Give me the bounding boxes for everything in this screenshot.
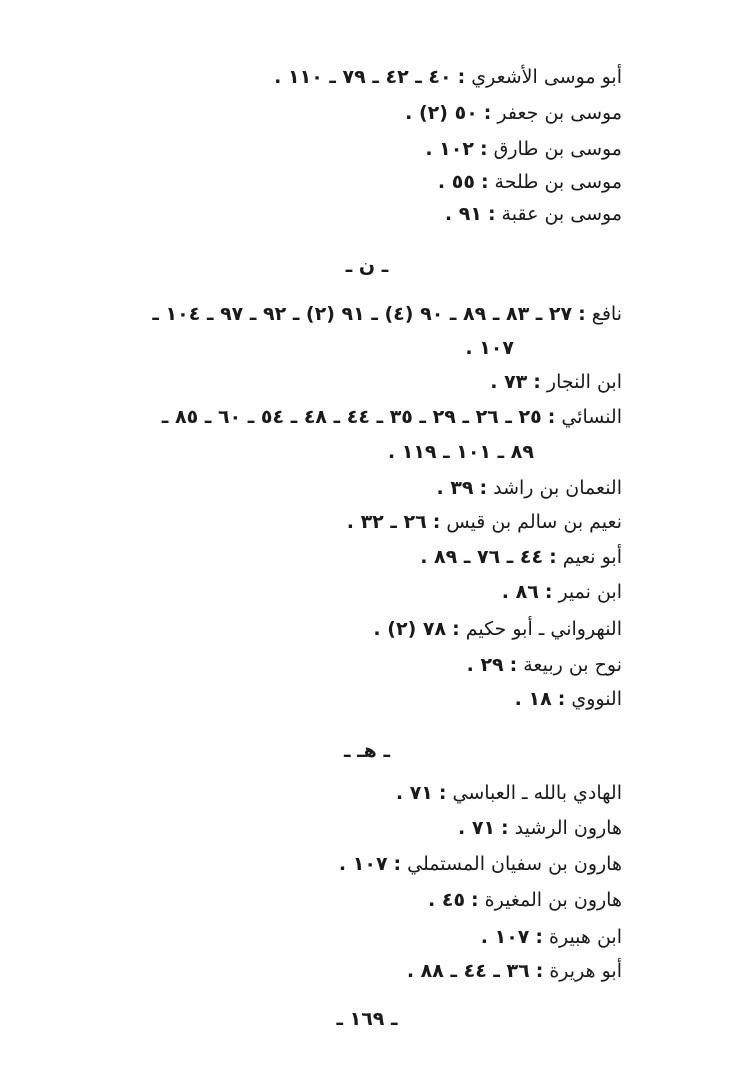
entry-refs: ٣٦ ـ ٤٤ ـ ٨٨ . (406, 960, 530, 982)
entry-name: أبو موسى الأشعري (471, 66, 622, 88)
entry-refs: ١٨ . (514, 688, 552, 710)
entry-separator: : (483, 102, 492, 124)
index-entry (502, 577, 622, 607)
index-entry (425, 134, 622, 164)
entry-separator: : (457, 66, 466, 88)
entry-name: موسى بن طلحة (494, 171, 622, 193)
index-entry (407, 956, 622, 986)
entry-separator: : (501, 817, 509, 839)
index-entry (490, 367, 622, 397)
index-entry (445, 199, 622, 229)
entry-name: موسى بن عقبة (501, 203, 622, 225)
entry-name: هارون بن سفيان المستملي (407, 853, 622, 875)
entry-separator: : (432, 511, 441, 533)
entry-separator: : (480, 171, 489, 193)
index-entry (152, 299, 622, 329)
entry-refs: ٨٩ ـ ١٠١ ـ ١١٩ . (387, 441, 534, 463)
entry-name: نافع (591, 303, 622, 325)
entry-refs: ٥٠ (٢) . (405, 102, 478, 124)
index-entry (467, 650, 622, 680)
entry-refs: ٨٦ . (501, 581, 539, 603)
entry-refs: ٢٧ ـ ٨٣ ـ ٨٩ ـ ٩٠ (٤) ـ ٩١ (٢) ـ ٩٢ ـ ٩٧ ـ ١٠٤ ـ (152, 303, 573, 325)
section-heading-ha: ـ هـ ـ (344, 740, 390, 762)
entry-separator: : (557, 688, 566, 710)
entry-refs: ١٠٧ . (338, 853, 388, 875)
entry-refs: ٣٩ . (436, 477, 474, 499)
index-entry (458, 813, 622, 843)
entry-refs: ٧١ . (395, 782, 433, 804)
entry-separator: : (549, 546, 557, 568)
entry-separator: : (547, 406, 556, 428)
entry-separator: : (479, 138, 488, 160)
entry-refs: ٥٥ . (437, 171, 475, 193)
entry-name: ابن هبيرة (549, 926, 622, 948)
entry-name: النسائي (561, 406, 622, 428)
entry-refs: ٧٨ (٢) . (373, 618, 447, 640)
entry-refs: ١٠٧ . (465, 337, 514, 359)
entry-refs: ٩١ . (444, 203, 482, 225)
entry-refs: ٢٥ ـ ٢٦ ـ ٢٩ ـ ٣٥ ـ ٤٤ ـ ٤٨ ـ ٥٤ ـ ٦٠ ـ ٨٥ ـ (161, 406, 542, 428)
entry-name: هارون بن المغيرة (484, 889, 622, 911)
index-entry (347, 507, 622, 537)
index-entry (162, 402, 622, 432)
page-number: ـ ١٦٩ ـ (336, 1008, 398, 1030)
index-entry (515, 684, 622, 714)
entry-separator: : (533, 371, 541, 393)
entry-separator: : (509, 654, 518, 676)
entry-name: أبو هريرة (549, 960, 622, 982)
index-entry (396, 778, 622, 808)
entry-name: موسى بن جعفر (497, 102, 622, 124)
entry-separator: : (578, 303, 586, 325)
index-entry (436, 473, 622, 503)
entry-refs: ٤٠ ـ ٤٢ ـ ٧٩ ـ ١١٠ . (274, 66, 452, 88)
entry-refs: ٢٩ . (466, 654, 504, 676)
entry-name: هارون الرشيد (514, 817, 622, 839)
entry-separator: : (535, 926, 543, 948)
index-entry (339, 849, 622, 879)
section-heading-nun: ـ ن ـ (345, 255, 389, 277)
entry-name: النووي (571, 688, 622, 710)
index-entry (373, 614, 622, 644)
index-entry (481, 922, 622, 952)
entry-name: النهرواني ـ أبو حكيم (465, 618, 622, 640)
index-entry (438, 167, 622, 197)
entry-separator: : (471, 889, 479, 911)
entry-separator: : (452, 618, 460, 640)
entry-name: نعيم بن سالم بن قيس (446, 511, 622, 533)
entry-separator: : (487, 203, 496, 225)
index-entry-continuation (465, 333, 514, 363)
entry-refs: ٧١ . (458, 817, 496, 839)
entry-name: الهادي بالله ـ العباسي (452, 782, 622, 804)
index-entry (274, 62, 622, 92)
entry-refs: ١٠٧ . (480, 926, 530, 948)
entry-refs: ٧٣ . (490, 371, 528, 393)
index-entry (428, 885, 622, 915)
entry-separator: : (479, 477, 488, 499)
entry-name: أبو نعيم (562, 546, 622, 568)
entry-separator: : (544, 581, 553, 603)
index-entry (420, 542, 622, 572)
entry-refs: ٤٥ . (428, 889, 466, 911)
entry-name: ابن نمير (558, 581, 622, 603)
entry-separator: : (438, 782, 447, 804)
entry-separator: : (535, 960, 544, 982)
index-entry (405, 98, 622, 128)
entry-name: نوح بن ربيعة (523, 654, 622, 676)
entry-refs: ١٠٢ . (425, 138, 474, 160)
entry-refs: ٢٦ ـ ٣٢ . (346, 511, 427, 533)
entry-name: النعمان بن راشد (493, 477, 622, 499)
entry-name: ابن النجار (546, 371, 622, 393)
entry-separator: : (393, 853, 402, 875)
entry-refs: ٤٤ ـ ٧٦ ـ ٨٩ . (420, 546, 544, 568)
entry-name: موسى بن طارق (493, 138, 622, 160)
index-entry-continuation (388, 437, 534, 467)
